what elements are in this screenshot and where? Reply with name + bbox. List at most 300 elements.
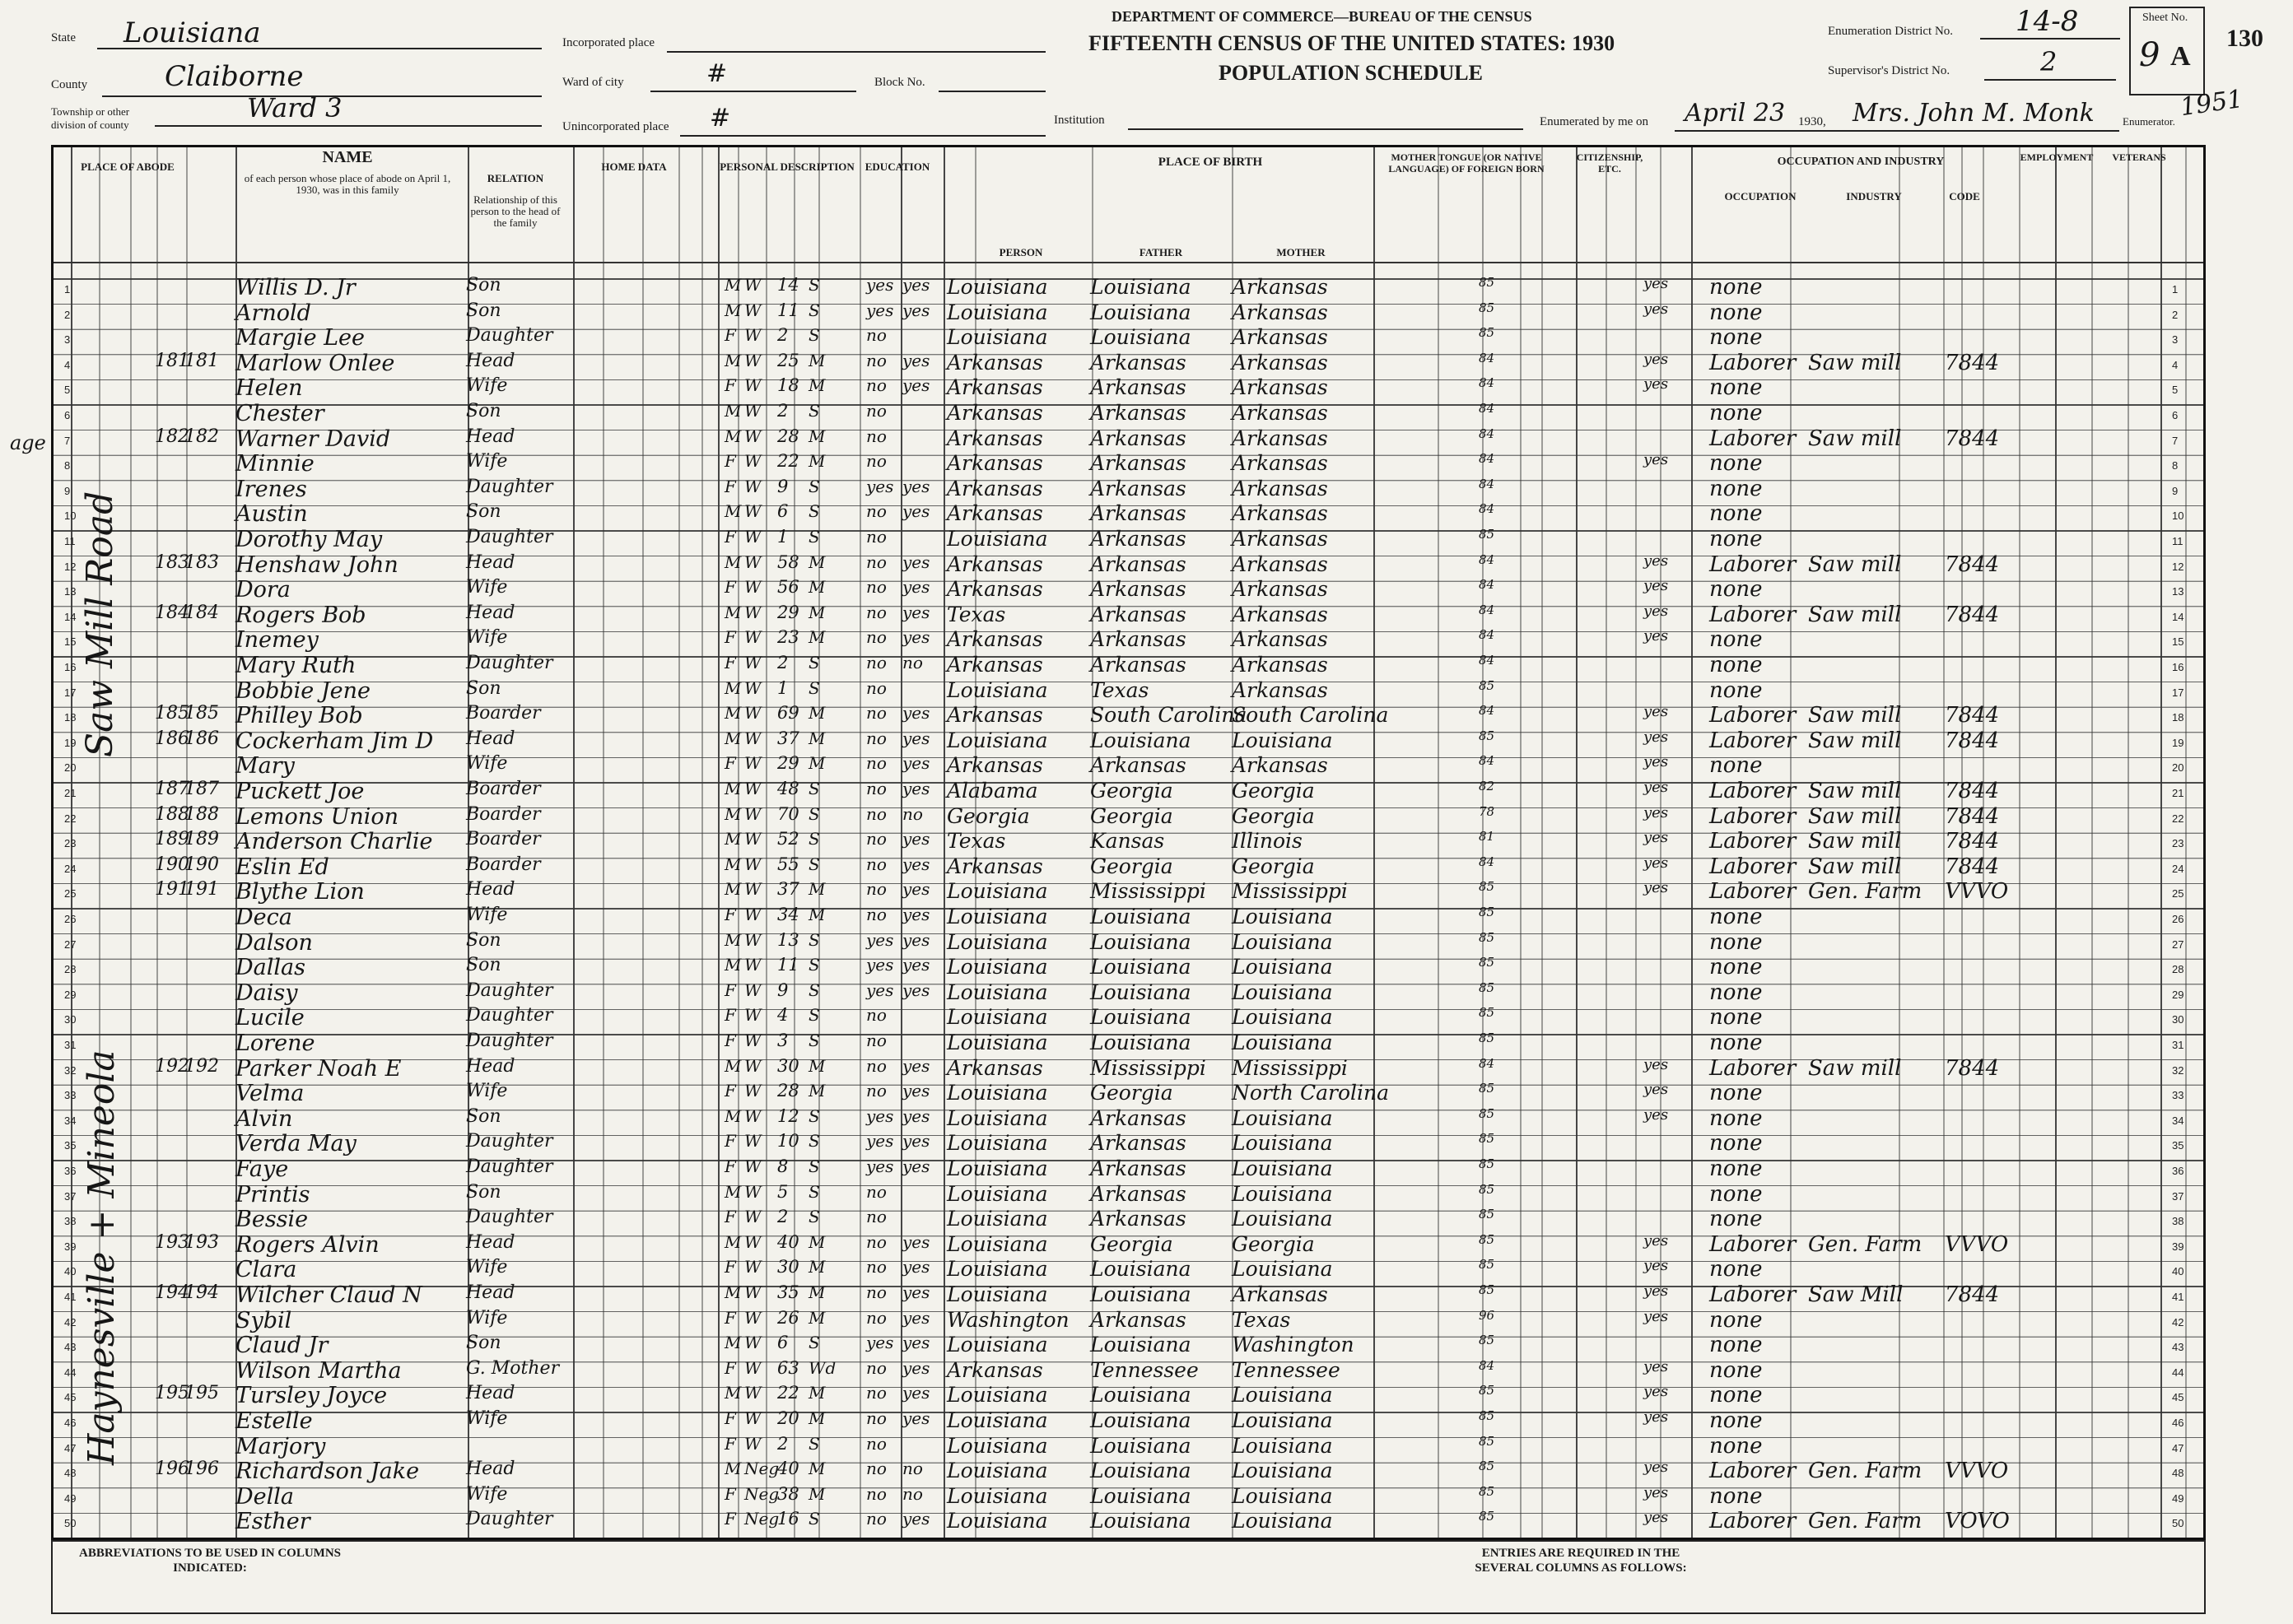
birthplace-father: Georgia xyxy=(1090,1231,1173,1256)
race: W xyxy=(744,275,762,295)
person-name: Estelle xyxy=(235,1408,313,1434)
birthplace-mother: Arkansas xyxy=(1232,501,1328,526)
row-number: 4 xyxy=(2172,358,2179,371)
marital-status: M xyxy=(809,551,826,572)
person-name: Margie Lee xyxy=(235,325,366,351)
col-name-desc: of each person whose place of abode on April 1, 1930, was in this family xyxy=(244,172,451,196)
literacy: yes xyxy=(902,929,930,950)
able-to-speak-english: yes xyxy=(1643,753,1669,771)
sex: F xyxy=(725,1131,736,1152)
person-name: Helen xyxy=(235,375,303,402)
birthplace-father: Arkansas xyxy=(1090,602,1186,626)
able-to-speak-english: yes xyxy=(1643,1282,1669,1300)
row-number-left: 10 xyxy=(64,510,77,523)
age: 3 xyxy=(777,1031,789,1050)
age: 2 xyxy=(777,401,789,421)
birthplace-mother: Louisiana xyxy=(1232,1156,1333,1180)
race: W xyxy=(744,1307,762,1328)
person-name: Eslin Ed xyxy=(235,854,329,880)
person-name: Clara xyxy=(235,1257,297,1283)
age: 22 xyxy=(777,451,799,472)
school-attendance: no xyxy=(866,1483,887,1504)
literacy: yes xyxy=(902,1408,930,1428)
sex: M xyxy=(725,803,742,824)
birthplace-person: Arkansas xyxy=(947,375,1043,400)
family-number: 189 xyxy=(184,829,219,850)
group-name: NAME xyxy=(322,148,373,166)
occupation: none xyxy=(1709,275,1763,300)
birthplace-person: Louisiana xyxy=(947,955,1048,980)
relation: Wife xyxy=(466,905,508,925)
person-name: Inemey xyxy=(235,627,319,654)
race: W xyxy=(744,401,762,421)
occupation: none xyxy=(1709,527,1763,551)
occupation: Laborer xyxy=(1709,1509,1797,1534)
birthplace-father: Louisiana xyxy=(1090,905,1191,928)
birth-code: 85 xyxy=(1479,1383,1495,1398)
row-number-left: 25 xyxy=(64,887,77,900)
birthplace-person: Louisiana xyxy=(947,1383,1048,1408)
literacy: yes xyxy=(902,753,930,774)
group-occupation-industry: OCCUPATION AND INDUSTRY xyxy=(1777,156,1945,168)
birthplace-father: Arkansas xyxy=(1090,451,1186,476)
sex: M xyxy=(725,350,742,370)
occupation: Laborer xyxy=(1709,703,1797,728)
age: 14 xyxy=(777,275,799,295)
relation: Daughter xyxy=(466,1005,553,1026)
dwelling-number: 188 xyxy=(155,803,189,825)
school-attendance: no xyxy=(866,375,887,396)
birth-code: 84 xyxy=(1479,1357,1495,1373)
industry-code: 7844 xyxy=(1945,602,2000,627)
birth-code: 85 xyxy=(1479,980,1495,995)
school-attendance: yes xyxy=(866,300,894,320)
person-name: Tursley Joyce xyxy=(235,1383,388,1409)
school-attendance: no xyxy=(866,905,887,924)
marital-status: S xyxy=(809,1031,820,1050)
able-to-speak-english: yes xyxy=(1643,375,1669,393)
literacy: yes xyxy=(902,1282,930,1302)
person-name: Irenes xyxy=(235,476,307,502)
able-to-speak-english: yes xyxy=(1643,1357,1669,1375)
sex: F xyxy=(725,476,736,496)
birthplace-mother: North Carolina xyxy=(1232,1081,1390,1105)
row-number: 28 xyxy=(2172,963,2184,976)
able-to-speak-english: yes xyxy=(1643,728,1669,746)
row-number: 1 xyxy=(2172,283,2179,295)
marital-status: S xyxy=(809,1131,820,1152)
race: W xyxy=(744,1207,762,1227)
row-number: 25 xyxy=(2172,887,2184,900)
able-to-speak-english: yes xyxy=(1643,275,1669,292)
relation: Boarder xyxy=(466,803,541,825)
industry: Gen. Farm xyxy=(1808,1509,1922,1534)
literacy: yes xyxy=(902,829,930,849)
birth-code: 84 xyxy=(1479,753,1495,769)
row-number: 5 xyxy=(2172,384,2179,397)
occupation: Laborer xyxy=(1709,602,1797,627)
able-to-speak-english: yes xyxy=(1643,602,1669,620)
birth-code: 84 xyxy=(1479,551,1495,567)
birthplace-father: Georgia xyxy=(1090,1081,1173,1105)
occupation: none xyxy=(1709,1383,1763,1408)
relation: Wife xyxy=(466,1408,508,1429)
birthplace-person: Louisiana xyxy=(947,1257,1048,1282)
instructions-footer xyxy=(51,1540,2206,1614)
relation: Son xyxy=(466,1181,501,1203)
marital-status: S xyxy=(809,1105,820,1126)
occupation: Laborer xyxy=(1709,1055,1797,1081)
sex: F xyxy=(725,1307,736,1328)
literacy: yes xyxy=(902,577,930,598)
occupation: none xyxy=(1709,980,1763,1005)
school-attendance: no xyxy=(866,1257,887,1277)
row-number-left: 28 xyxy=(64,963,77,976)
row-number-left: 26 xyxy=(64,913,77,925)
birthplace-mother: Louisiana xyxy=(1232,929,1333,954)
person-name: Warner David xyxy=(235,426,391,452)
industry: Saw mill xyxy=(1808,728,1902,753)
person-name: Blythe Lion xyxy=(235,879,365,905)
row-number: 22 xyxy=(2172,812,2184,825)
row-number: 21 xyxy=(2172,787,2184,799)
marital-status: M xyxy=(809,1081,826,1101)
family-number: 187 xyxy=(184,779,219,799)
age: 1 xyxy=(777,527,789,547)
school-attendance: no xyxy=(866,527,887,547)
row-number: 34 xyxy=(2172,1114,2184,1127)
marital-status: M xyxy=(809,426,826,446)
relation: Wife xyxy=(466,451,508,472)
birthplace-father: Arkansas xyxy=(1090,577,1186,602)
marital-status: S xyxy=(809,1181,820,1202)
birthplace-mother: Arkansas xyxy=(1232,577,1328,602)
relation: Boarder xyxy=(466,854,541,875)
margin-note-side: age xyxy=(10,431,46,454)
industry: Saw mill xyxy=(1808,426,1902,451)
dept-title: DEPARTMENT OF COMMERCE—BUREAU OF THE CENSUS xyxy=(1112,8,1532,25)
row-number-left: 24 xyxy=(64,862,77,875)
marital-status: M xyxy=(809,451,826,472)
occupation: none xyxy=(1709,1105,1763,1131)
row-number-left: 30 xyxy=(64,1013,77,1026)
birthplace-mother: Arkansas xyxy=(1232,551,1328,576)
row-number: 23 xyxy=(2172,837,2184,850)
able-to-speak-english: yes xyxy=(1643,1055,1669,1073)
birth-code: 84 xyxy=(1479,476,1495,491)
row-number-left: 38 xyxy=(64,1215,77,1228)
birthplace-mother: Arkansas xyxy=(1232,627,1328,652)
row-number-left: 46 xyxy=(64,1417,77,1429)
occupation: none xyxy=(1709,1408,1763,1433)
school-attendance: no xyxy=(866,1357,887,1378)
birthplace-father: Arkansas xyxy=(1090,1207,1186,1231)
relation: Head xyxy=(466,1231,515,1253)
industry-code: 7844 xyxy=(1945,854,2000,879)
row-number: 43 xyxy=(2172,1341,2184,1354)
age: 13 xyxy=(777,929,799,950)
birthplace-person: Arkansas xyxy=(947,501,1043,526)
race: W xyxy=(744,1131,762,1152)
race: W xyxy=(744,476,762,496)
dwelling-number: 193 xyxy=(155,1231,189,1253)
race: W xyxy=(744,501,762,522)
literacy: yes xyxy=(902,980,930,1000)
birthplace-father: Arkansas xyxy=(1090,1181,1186,1206)
person-name: Dallas xyxy=(235,955,305,981)
person-name: Anderson Charlie xyxy=(235,829,433,855)
relation: Daughter xyxy=(466,1207,553,1228)
sex: M xyxy=(725,1383,742,1403)
person-name: Sybil xyxy=(235,1307,292,1333)
person-name: Minnie xyxy=(235,451,315,477)
dwelling-number: 191 xyxy=(155,879,189,900)
industry-code: VVVO xyxy=(1945,1459,2009,1484)
industry-code: 7844 xyxy=(1945,1055,2000,1081)
occupation: Laborer xyxy=(1709,350,1797,375)
birthplace-father: Arkansas xyxy=(1090,1156,1186,1180)
birthplace-person: Texas xyxy=(947,602,1006,626)
birthplace-person: Alabama xyxy=(947,779,1038,803)
person-name: Deca xyxy=(235,905,292,930)
birthplace-father: Arkansas xyxy=(1090,753,1186,778)
row-number-left: 15 xyxy=(64,635,77,649)
county-value: Claiborne xyxy=(165,60,304,93)
marital-status: M xyxy=(809,350,826,370)
birthplace-person: Louisiana xyxy=(947,1207,1048,1231)
race: W xyxy=(744,1055,762,1076)
row-number: 44 xyxy=(2172,1366,2184,1379)
sex: F xyxy=(725,325,736,346)
birthplace-person: Arkansas xyxy=(947,653,1043,677)
row-number-left: 21 xyxy=(64,787,77,799)
industry-code: 7844 xyxy=(1945,426,2000,451)
row-number-left: 33 xyxy=(64,1089,77,1102)
occupation: Laborer xyxy=(1709,1459,1797,1484)
person-name: Arnold xyxy=(235,300,311,326)
birthplace-father: Louisiana xyxy=(1090,1433,1191,1458)
dwelling-number: 196 xyxy=(155,1459,189,1480)
industry: Saw Mill xyxy=(1808,1282,1904,1307)
row-number: 31 xyxy=(2172,1039,2184,1051)
dwelling-number: 194 xyxy=(155,1282,189,1303)
row-number-left: 27 xyxy=(64,938,77,951)
marital-status: S xyxy=(809,955,820,975)
race: W xyxy=(744,1408,762,1428)
occupation: none xyxy=(1709,1357,1763,1383)
birthplace-person: Louisiana xyxy=(947,980,1048,1004)
enum-district-value: 14-8 xyxy=(2016,5,2079,38)
sex: F xyxy=(725,375,736,396)
industry: Gen. Farm xyxy=(1808,879,1922,905)
row-number: 9 xyxy=(2172,484,2179,497)
relation: Son xyxy=(466,275,501,295)
literacy: yes xyxy=(902,879,930,900)
row-number-left: 41 xyxy=(64,1291,77,1303)
age: 20 xyxy=(777,1408,799,1428)
school-attendance: no xyxy=(866,1408,887,1428)
age: 4 xyxy=(777,1005,789,1026)
dwelling-number: 186 xyxy=(155,728,189,749)
relation: Head xyxy=(466,551,515,573)
person-name: Henshaw John xyxy=(235,551,398,578)
row-number-left: 45 xyxy=(64,1391,77,1404)
literacy: yes xyxy=(902,1383,930,1403)
birth-code: 85 xyxy=(1479,1408,1495,1423)
occupation: none xyxy=(1709,905,1763,929)
age: 11 xyxy=(777,955,799,975)
race: W xyxy=(744,527,762,547)
occupation: Laborer xyxy=(1709,426,1797,451)
school-attendance: yes xyxy=(866,1105,894,1126)
birthplace-person: Louisiana xyxy=(947,1105,1048,1130)
occupation: none xyxy=(1709,653,1763,677)
dwelling-number: 189 xyxy=(155,829,189,850)
row-number-left: 17 xyxy=(64,686,77,699)
age: 35 xyxy=(777,1282,799,1302)
marital-status: M xyxy=(809,627,826,648)
race: W xyxy=(744,350,762,370)
marital-status: M xyxy=(809,1483,826,1504)
row-number-left: 13 xyxy=(64,585,77,598)
literacy: yes xyxy=(902,1333,930,1353)
industry-code: VVVO xyxy=(1945,1231,2009,1257)
race: W xyxy=(744,829,762,849)
school-attendance: no xyxy=(866,350,887,370)
birth-code: 84 xyxy=(1479,627,1495,643)
row-number-left: 16 xyxy=(64,661,77,673)
school-attendance: no xyxy=(866,1383,887,1403)
birthplace-father: Arkansas xyxy=(1090,426,1186,450)
school-attendance: no xyxy=(866,1081,887,1101)
row-number: 38 xyxy=(2172,1215,2184,1228)
relation: Son xyxy=(466,1105,501,1127)
birthplace-mother: Arkansas xyxy=(1232,476,1328,500)
able-to-speak-english: yes xyxy=(1643,879,1669,897)
family-number: 185 xyxy=(184,703,219,724)
able-to-speak-english: yes xyxy=(1643,1081,1669,1099)
sex: M xyxy=(725,1055,742,1076)
birthplace-mother: Arkansas xyxy=(1232,753,1328,778)
occupation: none xyxy=(1709,1207,1763,1232)
sex: F xyxy=(725,1483,736,1504)
literacy: yes xyxy=(902,1105,930,1126)
school-attendance: no xyxy=(866,1055,887,1076)
school-attendance: no xyxy=(866,703,887,724)
row-number-left: 39 xyxy=(64,1240,77,1253)
relation: Head xyxy=(466,1055,515,1077)
occupation: none xyxy=(1709,1333,1763,1358)
able-to-speak-english: yes xyxy=(1643,1408,1669,1426)
relation: Head xyxy=(466,350,515,371)
age: 29 xyxy=(777,602,799,622)
sex: F xyxy=(725,1408,736,1428)
marital-status: M xyxy=(809,602,826,622)
birthplace-father: Louisiana xyxy=(1090,1333,1191,1357)
occupation: none xyxy=(1709,753,1763,779)
enumerated-label: Enumerated by me on xyxy=(1540,115,1649,128)
race: W xyxy=(744,577,762,598)
row-number: 37 xyxy=(2172,1189,2184,1203)
birthplace-mother: Louisiana xyxy=(1232,955,1333,980)
literacy: no xyxy=(902,653,923,672)
occupation: none xyxy=(1709,955,1763,980)
able-to-speak-english: yes xyxy=(1643,577,1669,595)
birthplace-person: Arkansas xyxy=(947,1357,1043,1382)
school-attendance: yes xyxy=(866,955,894,975)
sex: M xyxy=(725,401,742,421)
able-to-speak-english: yes xyxy=(1643,627,1669,645)
marital-status: M xyxy=(809,1231,826,1252)
sex: F xyxy=(725,905,736,924)
age: 38 xyxy=(777,1483,799,1504)
school-attendance: no xyxy=(866,1207,887,1227)
occupation: none xyxy=(1709,451,1763,477)
industry: Saw mill xyxy=(1808,829,1902,854)
person-name: Mary xyxy=(235,753,295,779)
birthplace-mother: Georgia xyxy=(1232,779,1315,803)
row-number: 47 xyxy=(2172,1441,2184,1454)
school-attendance: no xyxy=(866,728,887,748)
row-number-left: 43 xyxy=(64,1341,77,1354)
literacy: yes xyxy=(902,1081,930,1101)
relation: Head xyxy=(466,426,515,447)
birthplace-person: Louisiana xyxy=(947,1459,1048,1483)
race: W xyxy=(744,1081,762,1101)
race: W xyxy=(744,300,762,320)
literacy: yes xyxy=(902,779,930,798)
school-attendance: yes xyxy=(866,1131,894,1152)
birthplace-person: Louisiana xyxy=(947,879,1048,904)
sex: M xyxy=(725,955,742,975)
person-name: Lemons Union xyxy=(235,803,399,830)
dwelling-number: 192 xyxy=(155,1055,189,1077)
relation: Son xyxy=(466,929,501,951)
relation: Wife xyxy=(466,753,508,775)
birthplace-person: Louisiana xyxy=(947,1156,1048,1180)
group-mother-tongue: MOTHER TONGUE (OR NATIVE LANGUAGE) OF FOREIGN BORN xyxy=(1388,151,1545,174)
birthplace-person: Arkansas xyxy=(947,1055,1043,1080)
relation: Wife xyxy=(466,375,508,397)
birthplace-father: Texas xyxy=(1090,677,1149,702)
birthplace-mother: Arkansas xyxy=(1232,375,1328,400)
birth-code: 84 xyxy=(1479,350,1495,365)
birthplace-mother: Louisiana xyxy=(1232,1131,1333,1156)
row-number: 32 xyxy=(2172,1063,2184,1077)
birthplace-mother: Louisiana xyxy=(1232,728,1333,752)
row-number: 11 xyxy=(2172,535,2183,547)
birthplace-father: Mississippi xyxy=(1090,879,1206,904)
age: 30 xyxy=(777,1257,799,1277)
birthplace-mother: Arkansas xyxy=(1232,1282,1328,1306)
able-to-speak-english: yes xyxy=(1643,829,1669,847)
birthplace-mother: Arkansas xyxy=(1232,426,1328,450)
person-name: Della xyxy=(235,1483,294,1510)
school-attendance: no xyxy=(866,551,887,572)
birthplace-father: Louisiana xyxy=(1090,980,1191,1004)
age: 22 xyxy=(777,1383,799,1403)
occupation: none xyxy=(1709,1483,1763,1509)
birthplace-father: Louisiana xyxy=(1090,1031,1191,1054)
marital-status: S xyxy=(809,1156,820,1176)
age: 9 xyxy=(777,980,789,1000)
marital-status: M xyxy=(809,1408,826,1428)
race: W xyxy=(744,1383,762,1403)
enumerator-name: Mrs. John M. Monk xyxy=(1853,99,2095,128)
birthplace-mother: Georgia xyxy=(1232,803,1315,828)
person-name: Bessie xyxy=(235,1207,309,1233)
person-name: Lorene xyxy=(235,1031,315,1056)
